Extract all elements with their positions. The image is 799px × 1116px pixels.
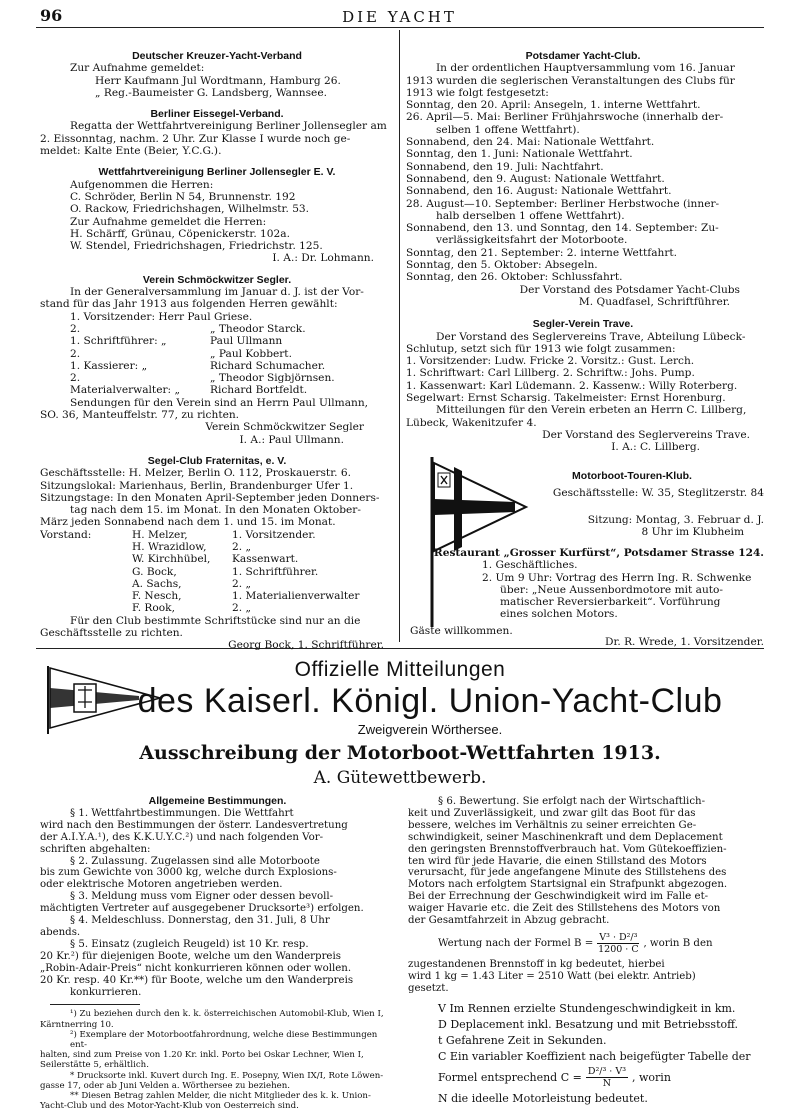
rules-left-column xyxy=(40,796,395,1111)
text-line: eines solchen Motors. xyxy=(500,608,618,621)
text-line: C. Schröder, Berlin N 54, Brunnenstr. 192 xyxy=(70,190,296,203)
section-title: Potsdamer Yacht-Club. xyxy=(525,50,641,62)
signature: I. A.: C. Lillberg. xyxy=(611,441,700,454)
footnote: ** Diesen Betrag zahlen Melder, die nicht Mitglieder des k. k. Union- xyxy=(70,1091,371,1102)
text-line: § 6. Bewertung. Sie erfolgt nach der Wirtschaftlich- xyxy=(438,796,706,807)
text-line: H. Schärff, Grünau, Cöpenickerstr. 102a. xyxy=(70,227,290,240)
page-number: 96 xyxy=(40,6,63,25)
text-line: Für den Club bestimmte Schriftstücke sind nur an die xyxy=(70,614,361,627)
signature: I. A.: Paul Ullmann. xyxy=(239,433,344,446)
officer-row: 1. Kassierer: „ Richard Schumacher. xyxy=(70,359,326,372)
officer-row: 2. „ Theodor Starck. xyxy=(70,322,306,335)
text-line: 1. Kassenwart: Karl Lüdemann. 2. Kassenw.: Willy Roterberg. xyxy=(406,379,738,392)
text-line: selben 1 offene Wettfahrt). xyxy=(436,123,580,136)
section-title: Verein Schmöckwitzer Segler. xyxy=(142,273,292,286)
text-line: der Gesamtfahrzeit in Abzug gebracht. xyxy=(408,915,610,927)
definition: N die ideelle Motorleistung bedeutet. xyxy=(438,1091,648,1105)
text-line: zugestandenen Brennstoff in kg bedeutet, hierbei xyxy=(408,958,665,970)
formula-suffix: , worin B den xyxy=(643,938,713,950)
definition: D Deplacement inkl. Besatzung und mit Betriebsstoff. xyxy=(438,1017,739,1031)
section-title: Wettfahrtvereinigung Berliner Jollensegler E. V. xyxy=(98,166,336,179)
text-line: 1913 wurden die seglerischen Veranstaltungen des Clubs für xyxy=(406,74,735,87)
formula-row xyxy=(408,929,764,959)
board-row: G. Bock, 1. Schriftführer. xyxy=(132,565,319,578)
text-line: Aufgenommen die Herren: xyxy=(70,178,214,191)
text-line: bessere, welches im Verhältnis zu seiner erreichten Ge- xyxy=(408,819,697,831)
text-line: 28. August—10. September: Berliner Herbstwoche (inner- xyxy=(406,197,720,210)
definition: t Gefahrene Zeit in Sekunden. xyxy=(438,1033,607,1047)
text-line: W. Stendel, Friedrichshagen, Friedrichstr. 125. xyxy=(70,240,323,253)
board-row: A. Sachs, 2. „ xyxy=(132,577,251,590)
signature: M. Quadfasel, Schriftführer. xyxy=(578,295,730,308)
signature: Der Vorstand des Seglervereins Trave. xyxy=(542,428,750,441)
text-line: oder elektrische Motoren angetrieben werden. xyxy=(40,879,283,891)
footnote: ¹) Zu beziehen durch den k. k. österreichischen Automobil-Klub, Wien I, xyxy=(70,1009,384,1020)
formula-denominator: 1200 · C xyxy=(598,944,639,956)
text-line: 1913 wie folgt festgesetzt: xyxy=(406,86,549,99)
text-line: matischer Reversierbarkeit“. Vorführung xyxy=(500,596,721,609)
text-line: 8 Uhr im Klubheim xyxy=(641,525,744,538)
text-line: Der Vorstand des Seglervereins Trave, Abteilung Lübeck- xyxy=(436,330,746,343)
text-line: stand für das Jahr 1913 aus folgenden Herren gewählt: xyxy=(40,298,338,311)
column-divider xyxy=(399,30,400,642)
footnote: gasse 17, oder ab Juni Velden a. Wörthersee zu beziehen. xyxy=(40,1080,290,1091)
text-line: bis zum Gewichte von 3000 kg, welche durch Explosions- xyxy=(40,867,337,879)
text-line: der A.I.Y.A.¹), des K.K.U.Y.C.²) und nach folgenden Vor- xyxy=(40,831,324,843)
competition-title: A. Gütewettbewerb. xyxy=(313,768,487,788)
board-row: H. Wrazidlow, 2. „ xyxy=(132,540,251,553)
formula-fraction xyxy=(586,1066,628,1089)
subsection-title: Allgemeine Bestimmungen. xyxy=(148,795,287,807)
text-line: über: „Neue Aussenbordmotore mit auto- xyxy=(500,583,723,596)
board-row: Vorstand: H. Melzer, 1. Vorsitzender. xyxy=(40,528,316,541)
text-line: Sitzung: Montag, 3. Februar d. J. xyxy=(587,513,764,526)
text-line: tag nach dem 15. im Monat. In den Monaten Oktober- xyxy=(70,504,361,517)
officer-row: 2. „ Paul Kobbert. xyxy=(70,347,292,360)
definition: C Ein variabler Koeffizient nach beigefügter Tabelle der xyxy=(438,1049,751,1063)
text-line: schriften abgehalten: xyxy=(40,843,151,855)
text-line: In der Generalversammlung im Januar d. J. ist der Vor- xyxy=(70,286,364,299)
signature: Dr. R. Wrede, 1. Vorsitzender. xyxy=(604,636,764,649)
text-line: Bei der Errechnung der Geschwindigkeit wird im Falle et- xyxy=(408,891,709,903)
text-line: Geschäftsstelle zu richten. xyxy=(40,627,183,640)
text-line: meldet: Kalte Ente (Beier, Y.C.G.). xyxy=(40,145,222,158)
signature: Georg Bock, 1. Schriftführer. xyxy=(228,639,384,652)
branch-title: Zweigverein Wörthersee. xyxy=(357,722,503,737)
text-line: Sitzungstage: In den Monaten April-September jeden Donners- xyxy=(40,491,380,504)
footnote: Yacht-Club und des Motor-Yacht-Klub von Oesterreich sind. xyxy=(40,1101,299,1112)
text-line: Sonntag, den 21. September: 2. interne Wettfahrt. xyxy=(406,246,678,259)
text-line: 1. Schriftwart: Carl Lillberg. 2. Schriftw.: Johs. Pump. xyxy=(406,367,695,380)
text-line: waiger Havarie etc. die Zeit des Stillstehens des Motors von xyxy=(408,903,721,915)
text-line: Schlutup, setzt sich für 1913 wie folgt zusammen: xyxy=(406,342,676,355)
text-line: 20 Kr. resp. 40 Kr.**) für Boote, welche um den Wanderpreis xyxy=(40,974,354,986)
text-line: § 1. Wettfahrtbestimmungen. Die Wettfahrt xyxy=(70,807,294,819)
text-line: „ Reg.-Baumeister G. Landsberg, Wannsee. xyxy=(95,86,327,99)
text-line: wird nach den Bestimmungen der österr. Landesvertretung xyxy=(40,819,348,831)
section-title: Berliner Eissegel-Verband. xyxy=(150,108,284,121)
text-line: „Robin-Adair-Preis“ nicht konkurrieren können oder wollen. xyxy=(40,962,352,974)
text-line: Herr Kaufmann Jul Wordtmann, Hamburg 26. xyxy=(95,74,341,87)
footnote: Seilerstätte 5, erhältlich. xyxy=(40,1060,149,1071)
text-line: Sonntag, den 26. Oktober: Schlussfahrt. xyxy=(406,271,623,284)
text-line: Gäste willkommen. xyxy=(410,625,513,637)
left-column xyxy=(40,50,394,652)
text-line: SO. 36, Manteuffelstr. 77, zu richten. xyxy=(40,409,240,422)
text-line: Sonnabend, den 16. August: Nationale Wettfahrt. xyxy=(406,185,672,198)
club-title: des Kaiserl. Königl. Union-Yacht-Club xyxy=(137,682,723,720)
text-line: Restaurant „Grosser Kurfürst“, Potsdamer Strasse 124. xyxy=(433,547,764,559)
text-line: den geringsten Brennstoffverbrauch hat. Vom Gütekoeffizien- xyxy=(408,843,727,855)
formula-denominator: N xyxy=(602,1078,612,1090)
officer-row: 1. Schriftführer: „ Paul Ullmann xyxy=(70,335,283,348)
section-title: Motorboot-Touren-Klub. xyxy=(572,470,692,482)
text-line: Zur Aufnahme gemeldet: xyxy=(70,62,205,75)
section-title: Segel-Club Fraternitas, e. V. xyxy=(147,454,287,467)
formula-numerator: V³ · D²/³ xyxy=(599,932,638,944)
text-line: 1. Geschäftliches. xyxy=(482,559,578,572)
text-line: abends. xyxy=(40,926,81,938)
text-line: In der ordentlichen Hauptversammlung vom 16. Januar xyxy=(436,62,735,75)
text-line: wird 1 kg = 1.43 Liter = 2510 Watt (bei elektr. Antrieb) xyxy=(408,970,696,982)
text-line: 26. April—5. Mai: Berliner Frühjahrswoche (innerhalb der- xyxy=(406,111,724,124)
text-line: Sonnabend, den 19. Juli: Nachtfahrt. xyxy=(406,160,604,173)
text-line: Sonntag, den 1. Juni: Nationale Wettfahrt. xyxy=(406,148,633,161)
officer-row: 2. „ Theodor Sigbjörnsen. xyxy=(70,372,335,385)
text-line: Mitteilungen für den Verein erbeten an Herrn C. Lillberg, xyxy=(436,404,747,417)
header-rule xyxy=(36,27,764,28)
formula-numerator: D²/³ · V³ xyxy=(587,1066,627,1078)
text-line: gesetzt. xyxy=(408,982,449,994)
section-title: Segler-Verein Trave. xyxy=(532,318,634,331)
formula-label: Formel entsprechend C = xyxy=(438,1070,582,1084)
right-column xyxy=(406,50,760,454)
text-line: März jeden Sonnabend nach dem 1. und 15. im Monat. xyxy=(40,516,336,529)
text-line: konkurrieren. xyxy=(70,986,142,998)
text-line: § 2. Zulassung. Zugelassen sind alle Motorboote xyxy=(70,855,320,867)
announcement-title: Ausschreibung der Motorboot-Wettfahrten 1913. xyxy=(139,742,661,764)
text-line: Sendungen für den Verein sind an Herrn Paul Ullmann, xyxy=(70,396,369,409)
footnote: halten, sind zum Preise von 1.20 Kr. inkl. Porto bei Oskar Lechner, Wien I, xyxy=(40,1050,364,1061)
text-line: 2. Eissonntag, nachm. 2 Uhr. Zur Klasse I wurde noch ge- xyxy=(40,132,351,145)
text-line: Geschäftsstelle: H. Melzer, Berlin O. 112, Proskauerstr. 6. xyxy=(40,467,351,480)
text-line: verlässigkeitsfahrt der Motorboote. xyxy=(436,234,628,247)
board-row: F. Rook, 2. „ xyxy=(132,602,251,615)
text-line: ten wird für jede Havarie, die einen Stillstand des Motors xyxy=(408,855,707,867)
formula-suffix: , worin xyxy=(632,1070,671,1084)
text-line: schwindigkeit, seiner Maschinenkraft und dem Deplacement xyxy=(408,831,723,843)
footnote: Kärntnerring 10. xyxy=(40,1019,114,1030)
board-row: W. Kirchhübel, Kassenwart. xyxy=(132,553,299,566)
officer-row: Materialverwalter: „ Richard Bortfeldt. xyxy=(70,384,308,397)
text-line: Motors nach erfolgtem Startsignal ein Strafpunkt abgezogen. xyxy=(408,879,728,891)
text-line: Lübeck, Wakenitzufer 4. xyxy=(406,416,537,429)
officer-row: 1. Vorsitzender: Herr Paul Griese. xyxy=(70,310,253,323)
rules-right-column xyxy=(408,796,764,1107)
text-line: mächtigten Vertreter auf ausgegebener Drucksorte³) erfolgen. xyxy=(40,903,364,915)
text-line: § 5. Einsatz (zugleich Reugeld) ist 10 Kr. resp. xyxy=(70,938,309,950)
section-title: Deutscher Kreuzer-Yacht-Verband xyxy=(132,50,302,62)
board-row: F. Nesch, 1. Materialienverwalter xyxy=(132,590,360,603)
text-line: verursacht, für jede angefangene Minute des Stillstehens des xyxy=(408,867,727,879)
motorboot-club-footer xyxy=(410,625,764,649)
text-line: Sonntag, den 20. April: Ansegeln, 1. interne Wettfahrt. xyxy=(406,99,701,112)
text-line: § 3. Meldung muss vom Eigner oder dessen bevoll- xyxy=(70,891,334,903)
text-line: Zur Aufnahme gemeldet die Herren: xyxy=(70,215,267,228)
formula-row xyxy=(408,1065,764,1091)
signature: Verein Schmöckwitzer Segler xyxy=(205,421,364,434)
offizielle-title: Offizielle Mitteilungen xyxy=(294,658,506,681)
formula-label: Wertung nach der Formel B = xyxy=(438,938,594,950)
text-line: Sitzungslokal: Marienhaus, Berlin, Brandenburger Ufer 1. xyxy=(40,479,354,492)
text-line: halb derselben 1 offene Wettfahrt). xyxy=(436,209,625,222)
definition: V Im Rennen erzielte Stundengeschwindigkeit in km. xyxy=(438,1001,736,1015)
text-line: § 4. Meldeschluss. Donnerstag, den 31. Juli, 8 Uhr xyxy=(70,915,330,927)
text-line: Sonntag, den 5. Oktober: Absegeln. xyxy=(406,259,598,272)
text-line: Sonnabend, den 13. und Sonntag, den 14. September: Zu- xyxy=(406,222,719,235)
footnote-rule xyxy=(50,1004,140,1005)
running-title: DIE YACHT xyxy=(342,8,457,26)
text-line: Segelwart: Ernst Scharsig. Takelmeister: Ernst Horenburg. xyxy=(406,392,726,405)
formula-fraction xyxy=(597,932,639,955)
motorboot-club-agenda xyxy=(426,547,764,621)
text-line: 20 Kr.²) für diejenigen Boote, welche um den Wanderpreis xyxy=(40,950,341,962)
signature: Der Vorstand des Potsdamer Yacht-Clubs xyxy=(519,283,740,296)
text-line: keit und Zuverlässigkeit, und zwar gilt das Boot für das xyxy=(408,807,696,819)
text-line: 1. Vorsitzender: Ludw. Fricke 2. Vorsitz.: Gust. Lerch. xyxy=(406,355,695,368)
footnote: ²) Exemplare der Motorbootfahrordnung, welche diese Bestimmungen ent- xyxy=(70,1029,378,1051)
signature: I. A.: Dr. Lohmann. xyxy=(272,252,374,265)
text-line: Sonnabend, den 24. Mai: Nationale Wettfahrt. xyxy=(406,136,655,149)
text-line: Geschäftsstelle: W. 35, Steglitzerstr. 84 xyxy=(552,487,764,500)
text-line: Sonnabend, den 9. August: Nationale Wettfahrt. xyxy=(406,172,665,185)
text-line: Regatta der Wettfahrtvereinigung Berliner Jollensegler am xyxy=(70,120,387,133)
text-line: 2. Um 9 Uhr: Vortrag des Herrn Ing. R. Schwenke xyxy=(482,571,752,584)
text-line: O. Rackow, Friedrichshagen, Wilhelmstr. 53. xyxy=(70,203,310,216)
motorboot-club-block xyxy=(440,470,764,538)
footnote: * Drucksorte inkl. Kuvert durch Ing. E. Posepny, Wien IX/I, Rote Löwen- xyxy=(70,1070,384,1081)
